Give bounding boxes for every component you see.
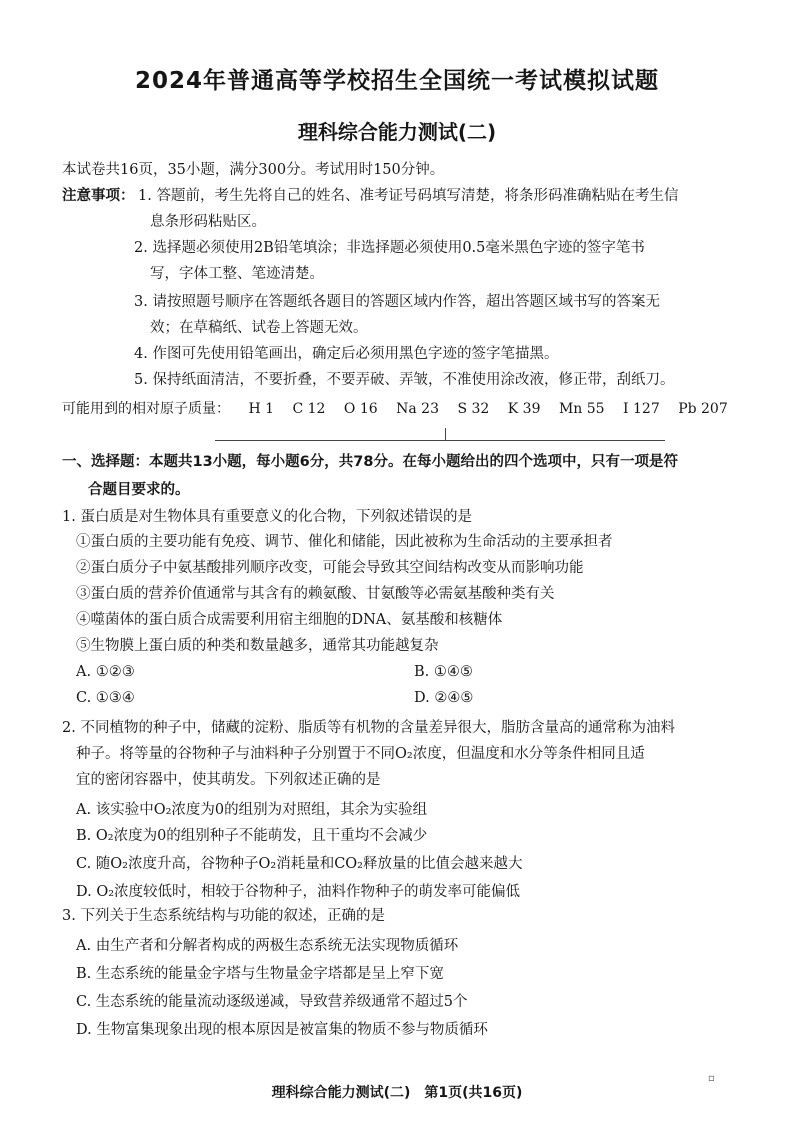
notice-2-line-2: 写，字体工整、笔迹清楚。 xyxy=(150,266,324,282)
q3-option-d: D. 生物富集现象出现的根本原因是被富集的物质不参与物质循环 xyxy=(76,1022,488,1038)
q1-statement-2: ②蛋白质分子中氨基酸排列顺序改变，可能会导致其空间结构改变从而影响功能 xyxy=(76,560,584,576)
notice-2-line-1: 2. 选择题必须使用2B铅笔填涂；非选择题必须使用0.5毫米黑色字迹的签字笔书 xyxy=(134,240,645,256)
q1-statement-5: ⑤生物膜上蛋白质的种类和数量越多，通常其功能越复杂 xyxy=(76,638,439,654)
notice-1-line-1: 1. 答题前，考生先将自己的姓名、准考证号码填写清楚，将条形码准确粘贴在考生信 xyxy=(138,188,679,204)
atomic-mass-i: I 127 xyxy=(623,401,660,417)
q1-option-a: A. ①②③ xyxy=(76,664,135,680)
q1-statement-1: ①蛋白质的主要功能有免疫、调节、催化和储能，因此被称为生命活动的主要承担者 xyxy=(76,534,613,550)
atomic-mass-row xyxy=(62,398,742,418)
q2-option-b: B. O₂浓度为0的组别种子不能萌发，且干重均不会减少 xyxy=(76,828,428,844)
q2-option-d: D. O₂浓度较低时，相较于谷物种子，油料作物种子的萌发率可能偏低 xyxy=(76,884,521,900)
page-footer: 理科综合能力测试(二) 第1页(共16页) xyxy=(271,1085,523,1101)
atomic-mass-pb: Pb 207 xyxy=(678,401,728,417)
q1-statement-4: ④噬菌体的蛋白质合成需要利用宿主细胞的DNA、氨基酸和核糖体 xyxy=(76,612,503,628)
atomic-mass-k: K 39 xyxy=(507,401,541,417)
q3-option-a: A. 由生产者和分解者构成的两极生态系统无法实现物质循环 xyxy=(76,938,459,954)
q2-stem-line-1: 2. 不同植物的种子中，储藏的淀粉、脂质等有机物的含量差异很大，脂肪含量高的通常称为油料 xyxy=(62,720,675,736)
atomic-mass-mn: Mn 55 xyxy=(558,401,605,417)
notice-3-line-2: 效；在草稿纸、试卷上答题无效。 xyxy=(150,320,368,336)
q2-option-c: C. 随O₂浓度升高，谷物种子O₂消耗量和CO₂释放量的比值会越来越大 xyxy=(76,856,523,872)
section-heading-line-1: 一、选择题：本题共13小题，每小题6分，共78分。在每小题给出的四个选项中，只有一项是符 xyxy=(62,454,678,470)
exam-title: 2024年普通高等学校招生全国统一考试模拟试题 xyxy=(134,68,659,94)
divider-tick xyxy=(445,428,446,440)
q1-option-b: B. ①④⑤ xyxy=(414,664,473,680)
atomic-mass-c: C 12 xyxy=(292,401,326,417)
q3-option-b: B. 生态系统的能量金字塔与生物量金字塔都是呈上窄下宽 xyxy=(76,966,444,982)
atomic-mass-o: O 16 xyxy=(343,401,378,417)
q3-option-c: C. 生态系统的能量流动逐级递减，导致营养级通常不超过5个 xyxy=(76,994,468,1010)
notice-4: 4. 作图可先使用铅笔画出，确定后必须用黑色字迹的签字笔描黑。 xyxy=(134,346,559,362)
notice-5: 5. 保持纸面清洁，不要折叠，不要弄破、弄皱，不准使用涂改液，修正带，刮纸刀。 xyxy=(134,372,675,388)
atomic-mass-label: 可能用到的相对原子质量： xyxy=(62,401,230,417)
corner-mark-icon: ▫ xyxy=(708,1073,715,1084)
q1-option-c: C. ①③④ xyxy=(76,690,135,706)
q3-stem: 3. 下列关于生态系统结构与功能的叙述，正确的是 xyxy=(62,908,385,924)
notice-1-line-2: 息条形码粘贴区。 xyxy=(150,214,266,230)
divider-line xyxy=(215,440,665,441)
q1-stem: 1. 蛋白质是对生物体具有重要意义的化合物，下列叙述错误的是 xyxy=(62,509,472,525)
section-heading-line-2: 合题目要求的。 xyxy=(88,482,190,498)
exam-subtitle: 理科综合能力测试(二) xyxy=(297,120,497,144)
q2-stem-line-2: 种子。将等量的谷物种子与油料种子分别置于不同O₂浓度，但温度和水分等条件相同且适 xyxy=(76,746,645,762)
atomic-mass-h: H 1 xyxy=(248,401,275,417)
q2-option-a: A. 该实验中O₂浓度为0的组别为对照组，其余为实验组 xyxy=(76,802,428,818)
atomic-mass-na: Na 23 xyxy=(396,401,439,417)
q2-stem-line-3: 宜的密闭容器中，使其萌发。下列叙述正确的是 xyxy=(76,772,381,788)
q1-option-d: D. ②④⑤ xyxy=(414,690,474,706)
notice-label: 注意事项： xyxy=(62,188,135,204)
notice-3-line-1: 3. 请按照题号顺序在答题纸各题目的答题区域内作答，超出答题区域书写的答案无 xyxy=(134,294,660,310)
atomic-mass-s: S 32 xyxy=(457,401,490,417)
exam-info: 本试卷共16页，35小题，满分300分。考试用时150分钟。 xyxy=(62,162,445,178)
q1-statement-3: ③蛋白质的营养价值通常与其含有的赖氨酸、甘氨酸等必需氨基酸种类有关 xyxy=(76,586,555,602)
